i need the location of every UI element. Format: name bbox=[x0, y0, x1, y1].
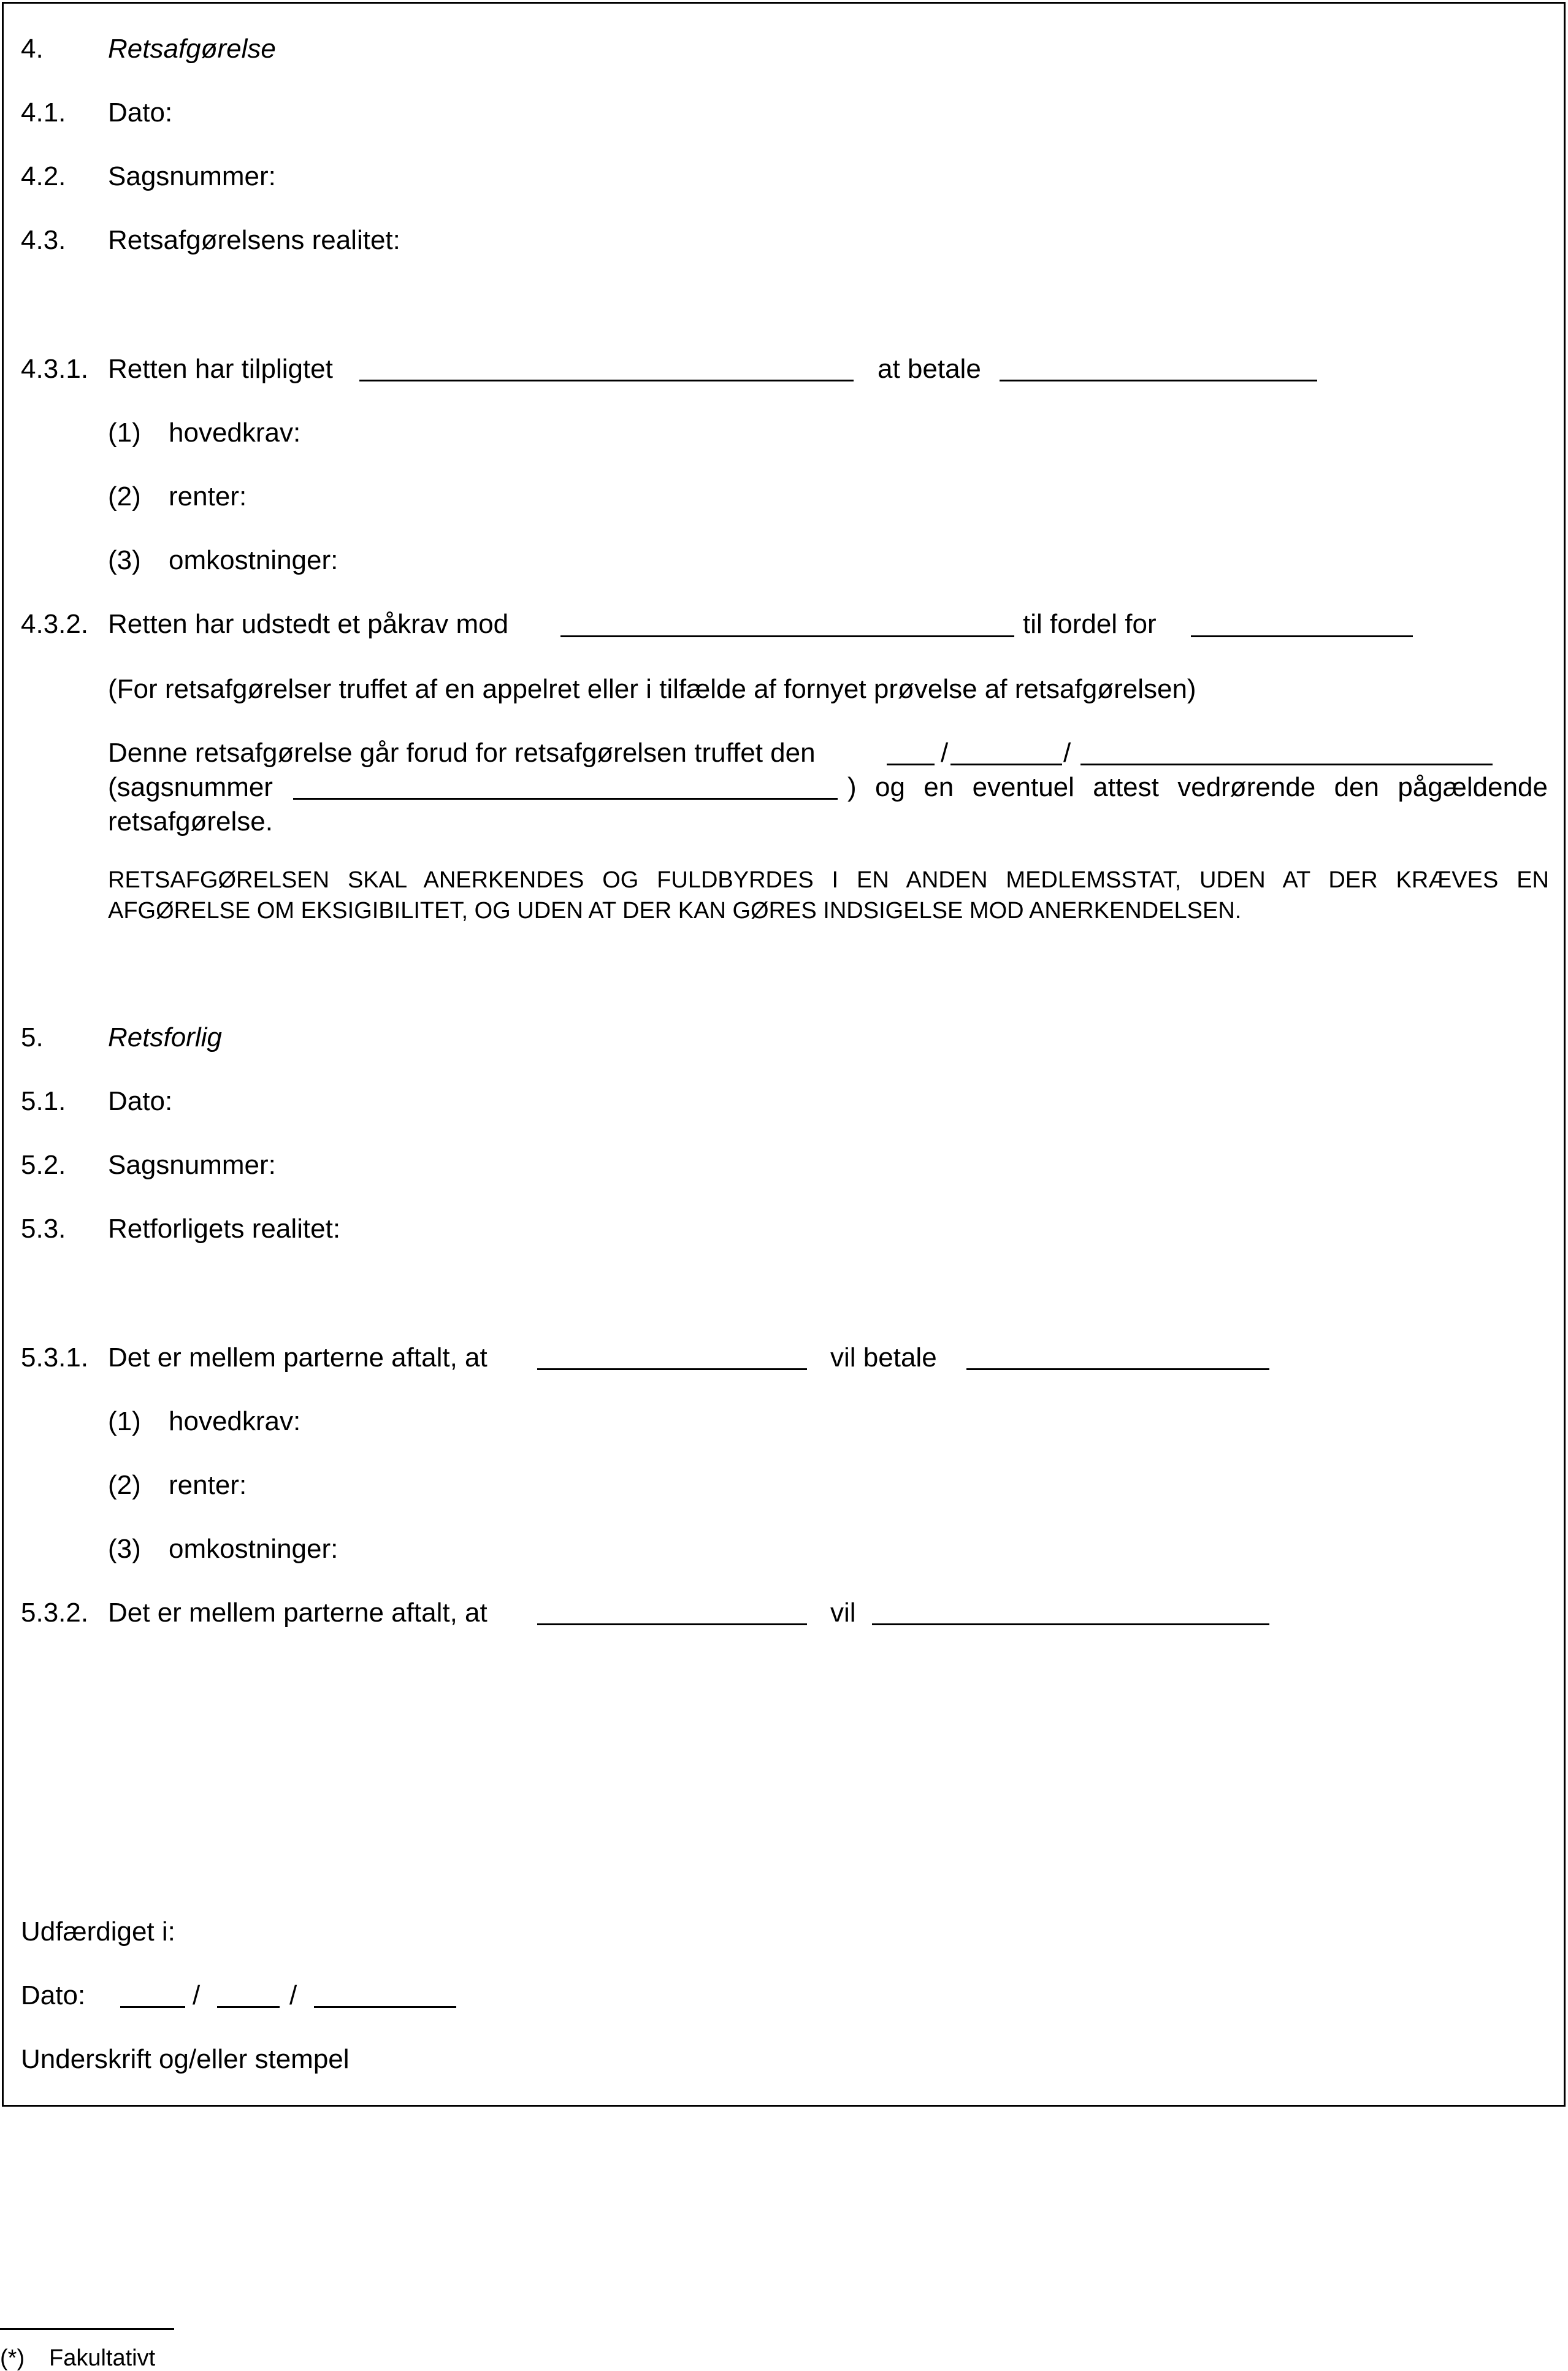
item-5-2-label: Sagsnummer: bbox=[108, 1150, 276, 1180]
claim-3-label: omkostninger: bbox=[169, 1534, 338, 1564]
item-4-3-1-text: Retten har tilpligtet bbox=[108, 354, 333, 384]
section-4-title: Retsafgørelse bbox=[108, 34, 276, 64]
appeal-note: (For retsafgørelser truffet af en appelret eller i tilfælde af fornyet prøvelse af retsafgørelsen) bbox=[108, 674, 1196, 704]
claim-2-number: (2) bbox=[108, 481, 141, 511]
claim-3-number: (3) bbox=[108, 1534, 141, 1564]
prior-date-day-field[interactable] bbox=[887, 764, 935, 765]
recognition-notice-line-1: RETSAFGØRELSEN SKAL ANERKENDES OG FULDBYRDES I EN ANDEN MEDLEMSSTAT, UDEN AT DER KRÆVES EN bbox=[108, 867, 1549, 893]
item-5-3-2-text: Det er mellem parterne aftalt, at bbox=[108, 1598, 488, 1628]
form-frame bbox=[2, 2, 1566, 2107]
place-label: Udfærdiget i: bbox=[21, 1917, 175, 1947]
item-5-3-2-number: 5.3.2. bbox=[21, 1598, 89, 1628]
recognition-notice-line-2: AFGØRELSE OM EKSIGIBILITET, OG UDEN AT DER KAN GØRES INDSIGELSE MOD ANERKENDELSEN. bbox=[108, 898, 1242, 924]
item-4-3-2-number: 4.3.2. bbox=[21, 609, 89, 639]
date-separator: / bbox=[193, 1980, 201, 2010]
section-5-number: 5. bbox=[21, 1022, 44, 1052]
item-5-3-label: Retforligets realitet: bbox=[108, 1214, 341, 1244]
item-4-3-2-text: Retten har udstedt et påkrav mod bbox=[108, 609, 509, 639]
footnote-rule bbox=[0, 2328, 174, 2330]
issue-date-month-field[interactable] bbox=[217, 2006, 280, 2008]
prior-case-number-field[interactable] bbox=[293, 798, 838, 800]
claim-2-label: renter: bbox=[169, 1470, 247, 1500]
payment-order-against-field[interactable] bbox=[560, 635, 1014, 637]
claim-1-label: hovedkrav: bbox=[169, 418, 301, 448]
claim-2-number: (2) bbox=[108, 1470, 141, 1500]
in-favour-of-field[interactable] bbox=[1191, 635, 1413, 637]
date-separator: / bbox=[941, 738, 949, 768]
section-5-title: Retsforlig bbox=[108, 1022, 222, 1052]
item-4-3-1-text-2: at betale bbox=[878, 354, 981, 384]
prior-date-year-field[interactable] bbox=[1080, 764, 1493, 765]
item-5-3-1-text: Det er mellem parterne aftalt, at bbox=[108, 1343, 488, 1373]
prior-judgment-text: Denne retsafgørelse går forud for retsafgørelsen truffet den bbox=[108, 738, 816, 768]
settlement-party-field[interactable] bbox=[537, 1623, 807, 1625]
prior-date-month-field[interactable] bbox=[950, 764, 1062, 765]
case-number-label: (sagsnummer bbox=[108, 772, 273, 802]
footnote-text: Fakultativt bbox=[49, 2345, 156, 2371]
item-5-1-number: 5.1. bbox=[21, 1086, 66, 1116]
issue-date-label: Dato: bbox=[21, 1980, 86, 2010]
footnote-mark: (*) bbox=[0, 2345, 25, 2371]
certificate-text-end: retsafgørelse. bbox=[108, 806, 273, 837]
item-5-3-1-number: 5.3.1. bbox=[21, 1343, 89, 1373]
certificate-text: ) og en eventuel attest vedrørende den pågældende bbox=[847, 772, 1548, 802]
claim-3-number: (3) bbox=[108, 545, 141, 575]
debtor-field[interactable] bbox=[359, 380, 854, 381]
settlement-payer-field[interactable] bbox=[537, 1368, 807, 1370]
item-4-2-label: Sagsnummer: bbox=[108, 161, 276, 191]
settlement-amount-field[interactable] bbox=[966, 1368, 1269, 1370]
item-4-3-1-number: 4.3.1. bbox=[21, 354, 89, 384]
date-separator: / bbox=[1063, 738, 1071, 768]
date-separator: / bbox=[289, 1980, 297, 2010]
item-5-3-1-text-2: vil betale bbox=[830, 1343, 937, 1373]
settlement-obligation-field[interactable] bbox=[872, 1623, 1269, 1625]
item-4-1-label: Dato: bbox=[108, 98, 173, 128]
issue-date-day-field[interactable] bbox=[120, 2006, 185, 2008]
item-5-2-number: 5.2. bbox=[21, 1150, 66, 1180]
item-4-3-label: Retsafgørelsens realitet: bbox=[108, 225, 400, 255]
claim-1-number: (1) bbox=[108, 418, 141, 448]
claim-1-number: (1) bbox=[108, 1406, 141, 1436]
item-5-3-number: 5.3. bbox=[21, 1214, 66, 1244]
item-5-1-label: Dato: bbox=[108, 1086, 173, 1116]
claim-1-label: hovedkrav: bbox=[169, 1406, 301, 1436]
claim-3-label: omkostninger: bbox=[169, 545, 338, 575]
amount-field[interactable] bbox=[1000, 380, 1317, 381]
section-4-number: 4. bbox=[21, 34, 44, 64]
item-4-3-number: 4.3. bbox=[21, 225, 66, 255]
item-4-2-number: 4.2. bbox=[21, 161, 66, 191]
signature-label: Underskrift og/eller stempel bbox=[21, 2044, 350, 2074]
item-4-3-2-text-2: til fordel for bbox=[1023, 609, 1157, 639]
item-5-3-2-text-2: vil bbox=[830, 1598, 856, 1628]
issue-date-year-field[interactable] bbox=[314, 2006, 456, 2008]
item-4-1-number: 4.1. bbox=[21, 98, 66, 128]
claim-2-label: renter: bbox=[169, 481, 247, 511]
